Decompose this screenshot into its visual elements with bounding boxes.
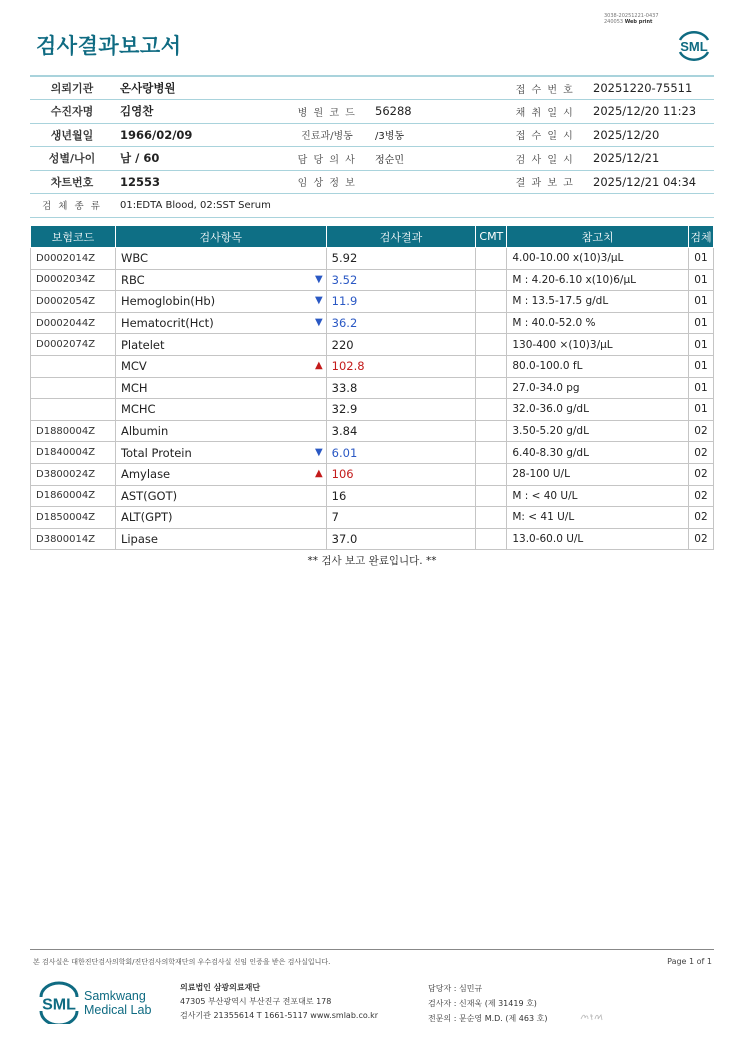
reference-range: 27.0-34.0 pg: [507, 377, 689, 399]
patient-info-table: [30, 75, 714, 218]
specialist: 전문의 : 문순영 M.D. (제 463 호): [428, 1014, 548, 1023]
reference-range: M : 40.0-52.0 %: [507, 312, 689, 334]
test-item-name: ALT(GPT): [120, 510, 173, 525]
reference-range: 28-100 U/L: [507, 463, 689, 485]
print-code-line2: [604, 19, 659, 25]
clinical-info: [369, 170, 503, 194]
result-value: 6.01: [326, 442, 476, 464]
reference-range: 32.0-36.0 g/dL: [507, 399, 689, 421]
low-flag-icon: ▼: [314, 295, 323, 307]
col-header-reference: 참고치: [507, 226, 689, 248]
reference-range: M : 13.5-17.5 g/dL: [507, 291, 689, 313]
page-number: Page 1 of 1: [667, 957, 712, 966]
result-value: 33.8: [326, 377, 476, 399]
specimen-code: 02: [688, 463, 713, 485]
test-date-label: 검 사 일 시: [503, 147, 587, 171]
result-value: 16: [326, 485, 476, 507]
organization-info: [180, 981, 378, 1023]
table-row: [31, 463, 714, 485]
test-item: [115, 507, 326, 529]
insurance-code: D0002074Z: [31, 334, 116, 356]
certification-text: 본 검사실은 대한진단검사의학회/진단검사의학재단의 우수검사실 신임 인증을 받은 검사실입니다.: [33, 958, 331, 966]
test-item: [115, 334, 326, 356]
logo-text: SML: [680, 39, 708, 54]
test-item: [115, 528, 326, 550]
high-flag-icon: ▲: [314, 360, 323, 372]
cmt-cell: [476, 507, 507, 529]
org-name: 의료법인 삼광의료재단: [180, 983, 261, 992]
result-value: 102.8: [326, 355, 476, 377]
test-item-name: Hematocrit(Hct): [120, 316, 214, 331]
low-flag-icon: ▼: [314, 317, 323, 329]
test-item-name: Lipase: [120, 532, 158, 547]
patient-name-label: 수진자명: [30, 100, 114, 124]
result-value: 3.52: [326, 269, 476, 291]
table-row: [31, 248, 714, 270]
insurance-code: D3800014Z: [31, 528, 116, 550]
info-row: [30, 147, 714, 171]
table-row: [31, 442, 714, 464]
cmt-cell: [476, 485, 507, 507]
receipt-date-label: 접 수 일 시: [503, 123, 587, 147]
insurance-code: D1860004Z: [31, 485, 116, 507]
specimen-code: 01: [688, 248, 713, 270]
result-value: 220: [326, 334, 476, 356]
insurance-code: [31, 399, 116, 421]
test-item-name: Amylase: [120, 467, 171, 482]
test-item-name: RBC: [120, 272, 145, 287]
insurance-code: D0002034Z: [31, 269, 116, 291]
reference-range: M: < 41 U/L: [507, 507, 689, 529]
test-item: [115, 312, 326, 334]
org-address: 47305 부산광역시 부산진구 전포대로 178: [180, 997, 332, 1006]
col-header-insurance-code: 보험코드: [31, 226, 116, 248]
specimen-label: 검 체 종 류: [30, 194, 114, 218]
footer-divider: [30, 949, 714, 950]
insurance-code: D3800024Z: [31, 463, 116, 485]
print-code: [604, 13, 659, 25]
test-item: [115, 269, 326, 291]
specimen-code: 01: [688, 312, 713, 334]
reference-range: 3.50-5.20 g/dL: [507, 420, 689, 442]
specimen-code: 02: [688, 442, 713, 464]
reference-range: 130-400 ×(10)3/μL: [507, 334, 689, 356]
print-code-number: 240053: [604, 19, 624, 25]
requesting-institution-label: 의뢰기관: [30, 76, 114, 100]
report-title: 검사결과보고서: [36, 34, 182, 58]
table-row: [31, 377, 714, 399]
info-row: [30, 76, 714, 100]
insurance-code: D1880004Z: [31, 420, 116, 442]
specimen-code: 01: [688, 399, 713, 421]
cmt-cell: [476, 312, 507, 334]
table-row: [31, 312, 714, 334]
table-row: [31, 507, 714, 529]
table-row: [31, 420, 714, 442]
cmt-cell: [476, 291, 507, 313]
reference-range: 80.0-100.0 fL: [507, 355, 689, 377]
test-item-name: MCH: [120, 380, 148, 395]
result-value: 11.9: [326, 291, 476, 313]
result-value: 32.9: [326, 399, 476, 421]
info-row: [30, 194, 714, 218]
birth-date: 1966/02/09: [114, 123, 285, 147]
results-header-row: [31, 226, 714, 248]
brand-line1: Samkwang: [84, 989, 146, 1003]
hospital-code: 56288: [369, 100, 503, 124]
web-print-label: Web print: [624, 19, 653, 25]
table-row: [31, 528, 714, 550]
reference-range: 13.0-60.0 U/L: [507, 528, 689, 550]
table-row: [31, 399, 714, 421]
chart-no: 12553: [114, 170, 285, 194]
result-value: 106: [326, 463, 476, 485]
test-item-name: Platelet: [120, 337, 165, 352]
results-table: [30, 225, 714, 550]
test-item: [115, 355, 326, 377]
cmt-cell: [476, 377, 507, 399]
cmt-cell: [476, 528, 507, 550]
test-item: [115, 377, 326, 399]
table-row: [31, 334, 714, 356]
insurance-code: D0002054Z: [31, 291, 116, 313]
test-item: [115, 248, 326, 270]
reference-range: 4.00-10.00 x(10)3/μL: [507, 248, 689, 270]
specimen-code: 01: [688, 377, 713, 399]
insurance-code: D0002014Z: [31, 248, 116, 270]
cmt-cell: [476, 463, 507, 485]
sex-age: 남 / 60: [114, 147, 285, 171]
insurance-code: D1850004Z: [31, 507, 116, 529]
report-time-label: 결 과 보 고: [503, 170, 587, 194]
cmt-cell: [476, 442, 507, 464]
test-item: [115, 485, 326, 507]
test-item: [115, 463, 326, 485]
reference-range: M : 4.20-6.10 x(10)6/μL: [507, 269, 689, 291]
specimen-code: 02: [688, 507, 713, 529]
brand-line2: Medical Lab: [84, 1003, 152, 1017]
col-header-result: 검사결과: [326, 226, 476, 248]
cmt-cell: [476, 355, 507, 377]
staff-info: [428, 981, 547, 1026]
requesting-institution: 온사랑병원: [114, 76, 503, 100]
specimen-types: 01:EDTA Blood, 02:SST Serum: [114, 194, 714, 218]
footer-logo-text: SML: [42, 996, 76, 1014]
test-item-name: MCHC: [120, 402, 156, 417]
cmt-cell: [476, 399, 507, 421]
result-value: 7: [326, 507, 476, 529]
test-item-name: Hemoglobin(Hb): [120, 294, 216, 309]
low-flag-icon: ▼: [314, 446, 323, 458]
result-value: 5.92: [326, 248, 476, 270]
test-item-name: AST(GOT): [120, 488, 178, 503]
col-header-test-item: 검사항목: [115, 226, 326, 248]
info-row: [30, 100, 714, 124]
result-value: 37.0: [326, 528, 476, 550]
test-item-name: MCV: [120, 359, 147, 374]
report-time: 2025/12/21 04:34: [587, 170, 714, 194]
cmt-cell: [476, 248, 507, 270]
staff-in-charge: 담당자 : 심민규: [428, 984, 483, 993]
insurance-code: [31, 377, 116, 399]
high-flag-icon: ▲: [314, 468, 323, 480]
birth-label: 생년월일: [30, 123, 114, 147]
sml-footer-logo-icon: [36, 980, 82, 1024]
test-item: [115, 291, 326, 313]
col-header-specimen: 검체: [688, 226, 713, 248]
brand-name: [84, 989, 151, 1017]
sex-age-label: 성별/나이: [30, 147, 114, 171]
hospital-code-label: 병 원 코 드: [285, 100, 369, 124]
cmt-cell: [476, 334, 507, 356]
test-item: [115, 442, 326, 464]
table-row: [31, 485, 714, 507]
clinical-info-label: 임 상 정 보: [285, 170, 369, 194]
completion-note: ** 검사 보고 완료입니다. **: [307, 555, 437, 567]
result-value: 36.2: [326, 312, 476, 334]
cmt-cell: [476, 269, 507, 291]
reference-range: M : < 40 U/L: [507, 485, 689, 507]
doctor: 정순민: [369, 147, 503, 171]
specimen-code: 02: [688, 528, 713, 550]
test-item-name: Albumin: [120, 424, 169, 439]
receipt-date: 2025/12/20: [587, 123, 714, 147]
dept: /3병동: [369, 123, 503, 147]
specimen-code: 02: [688, 420, 713, 442]
doctor-label: 담 당 의 사: [285, 147, 369, 171]
dept-label: 진료과/병동: [285, 123, 369, 147]
receipt-no: 20251220-75511: [587, 76, 714, 100]
test-date: 2025/12/21: [587, 147, 714, 171]
info-row: [30, 123, 714, 147]
cmt-cell: [476, 420, 507, 442]
specimen-code: 02: [688, 485, 713, 507]
print-code-line1: 3038-20251221-0437: [604, 13, 659, 19]
insurance-code: D1840004Z: [31, 442, 116, 464]
org-contact: 검사기관 21355614 T 1661-5117 www.smlab.co.kr: [180, 1011, 379, 1020]
reference-range: 6.40-8.30 g/dL: [507, 442, 689, 464]
table-row: [31, 355, 714, 377]
info-row: [30, 170, 714, 194]
test-item: [115, 399, 326, 421]
receipt-no-label: 접 수 번 호: [503, 76, 587, 100]
test-item-name: Total Protein: [120, 445, 192, 460]
table-row: [31, 291, 714, 313]
chart-no-label: 차트번호: [30, 170, 114, 194]
insurance-code: D0002044Z: [31, 312, 116, 334]
test-item: [115, 420, 326, 442]
low-flag-icon: ▼: [314, 273, 323, 285]
results-body: [31, 248, 714, 550]
table-row: [31, 269, 714, 291]
col-header-cmt: CMT: [476, 226, 507, 248]
insurance-code: [31, 355, 116, 377]
result-value: 3.84: [326, 420, 476, 442]
examiner: 검사자 : 신재욱 (제 31419 호): [428, 999, 537, 1008]
specimen-code: 01: [688, 334, 713, 356]
sml-logo-icon: [674, 28, 714, 62]
collection-time-label: 채 취 일 시: [503, 100, 587, 124]
signature-image: [579, 1011, 605, 1023]
test-item-name: WBC: [120, 251, 149, 266]
collection-time: 2025/12/20 11:23: [587, 100, 714, 124]
specimen-code: 01: [688, 355, 713, 377]
patient-name: 김영찬: [114, 100, 285, 124]
specimen-code: 01: [688, 291, 713, 313]
specimen-code: 01: [688, 269, 713, 291]
